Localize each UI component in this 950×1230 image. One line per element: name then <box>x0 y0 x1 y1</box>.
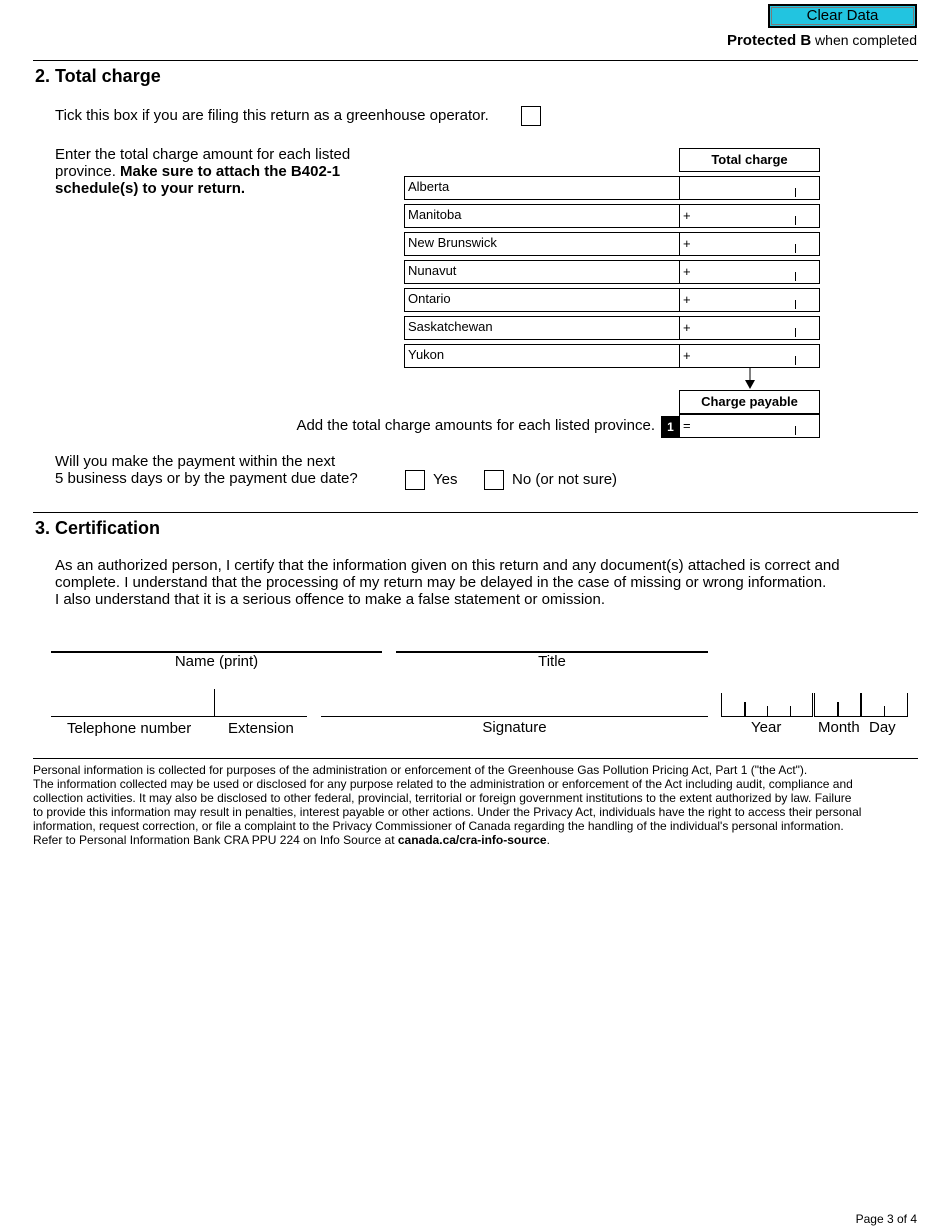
privacy-line: Personal information is collected for purposes of the administration or enforcement of the Greenhouse Gas Pollution Pricing Act, Part 1 ("the Act"). <box>33 763 808 777</box>
line-number-badge: 1 <box>661 416 680 438</box>
charge-payable-input[interactable] <box>679 414 820 438</box>
instruction-bold-text: Make sure to attach the B402-1 schedule(s) to your return. <box>55 163 341 197</box>
payment-question <box>55 453 358 487</box>
province-label-saskatchewan: Saskatchewan <box>404 316 680 340</box>
info-source-link[interactable]: canada.ca/cra-info-source <box>397 833 547 847</box>
privacy-line: information, request correction, or file a complaint to the Privacy Commissioner of Canada regarding the handling of the individual's personal information. <box>33 819 844 833</box>
total-charge-column-header: Total charge <box>679 148 820 172</box>
payment-yes-checkbox[interactable] <box>405 470 425 490</box>
equals-sign: = <box>683 418 691 433</box>
section3-divider <box>33 512 918 513</box>
province-label-alberta: Alberta <box>404 176 680 200</box>
plus-sign: + <box>683 208 691 223</box>
privacy-prefix: Refer to Personal Information Bank CRA PPU 224 on Info Source at <box>33 833 398 847</box>
protected-b-label: Protected B <box>726 32 812 49</box>
protected-b-notice <box>727 32 917 49</box>
telephone-label: Telephone number <box>67 720 192 737</box>
title-label: Title <box>538 653 566 670</box>
plus-sign: + <box>683 348 691 363</box>
payment-question-line1: Will you make the payment within the next <box>55 453 336 470</box>
province-label-ontario: Ontario <box>404 288 680 312</box>
signature-input-line[interactable] <box>321 716 708 717</box>
province-label-nunavut: Nunavut <box>404 260 680 284</box>
day-label: Day <box>869 719 896 736</box>
extension-label: Extension <box>228 720 294 737</box>
greenhouse-question: Tick this box if you are filing this return as a greenhouse operator. <box>55 107 489 124</box>
year-label: Year <box>751 719 782 736</box>
province-input-alberta[interactable] <box>679 176 820 200</box>
plus-sign: + <box>683 292 691 307</box>
privacy-suffix: . <box>546 833 550 847</box>
certification-statement <box>55 557 840 608</box>
footer-divider <box>33 758 918 759</box>
date-month-input[interactable] <box>814 693 861 717</box>
province-label-new-brunswick: New Brunswick <box>404 232 680 256</box>
province-input-ontario[interactable] <box>679 288 820 312</box>
payment-yes-label: Yes <box>433 471 458 488</box>
clear-data-button[interactable]: Clear Data <box>768 4 917 28</box>
certification-line3: I also understand that it is a serious offence to make a false statement or omission. <box>55 591 606 608</box>
payment-no-checkbox[interactable] <box>484 470 504 490</box>
section2-title: 2. Total charge <box>35 66 161 86</box>
certification-line1: As an authorized person, I certify that the information given on this return and any document(s) attached is correct and <box>55 557 840 574</box>
phone-extension-divider <box>214 689 215 717</box>
province-input-manitoba[interactable] <box>679 204 820 228</box>
month-label: Month <box>818 719 860 736</box>
province-label-manitoba: Manitoba <box>404 204 680 228</box>
arrow-down-icon <box>742 367 758 391</box>
plus-sign: + <box>683 264 691 279</box>
greenhouse-operator-checkbox[interactable] <box>521 106 541 126</box>
privacy-line: to provide this information may result in penalties, interest payable or other actions. Under the Privacy Act, individuals have the right to access their personal <box>33 805 862 819</box>
add-total-instruction: Add the total charge amounts for each listed province. <box>296 417 655 434</box>
province-input-saskatchewan[interactable] <box>679 316 820 340</box>
plus-sign: + <box>683 236 691 251</box>
payment-question-line2: 5 business days or by the payment due date? <box>55 470 358 487</box>
province-input-new-brunswick[interactable] <box>679 232 820 256</box>
total-charge-instruction <box>55 146 375 197</box>
privacy-line: The information collected may be used or disclosed for any purpose related to the administration or enforcement of the Act including audit, compliance and <box>33 777 853 791</box>
payment-no-label: No (or not sure) <box>512 471 618 488</box>
province-label-yukon: Yukon <box>404 344 680 368</box>
province-input-yukon[interactable] <box>679 344 820 368</box>
province-input-nunavut[interactable] <box>679 260 820 284</box>
instruction-text: Enter the total charge amount for each listed province. <box>55 146 351 180</box>
charge-payable-header: Charge payable <box>679 390 820 414</box>
signature-label: Signature <box>482 719 547 736</box>
certification-line2: complete. I understand that the processing of my return may be delayed in the case of missing or wrong information. <box>55 574 827 591</box>
section3-title: 3. Certification <box>35 518 161 538</box>
page-number: Page 3 of 4 <box>855 1212 917 1226</box>
telephone-input-line[interactable] <box>51 716 307 717</box>
protected-b-suffix: when completed <box>811 32 917 48</box>
date-year-input[interactable] <box>721 693 813 717</box>
name-label: Name (print) <box>174 653 259 670</box>
date-day-input[interactable] <box>861 693 908 717</box>
privacy-line: collection activities. It may also be disclosed to other federal, provincial, territorial or foreign government institutions to the extent authorized by law. Failure <box>33 791 852 805</box>
privacy-notice <box>33 763 913 847</box>
section2-divider <box>33 60 918 61</box>
plus-sign: + <box>683 320 691 335</box>
privacy-line <box>33 833 913 847</box>
